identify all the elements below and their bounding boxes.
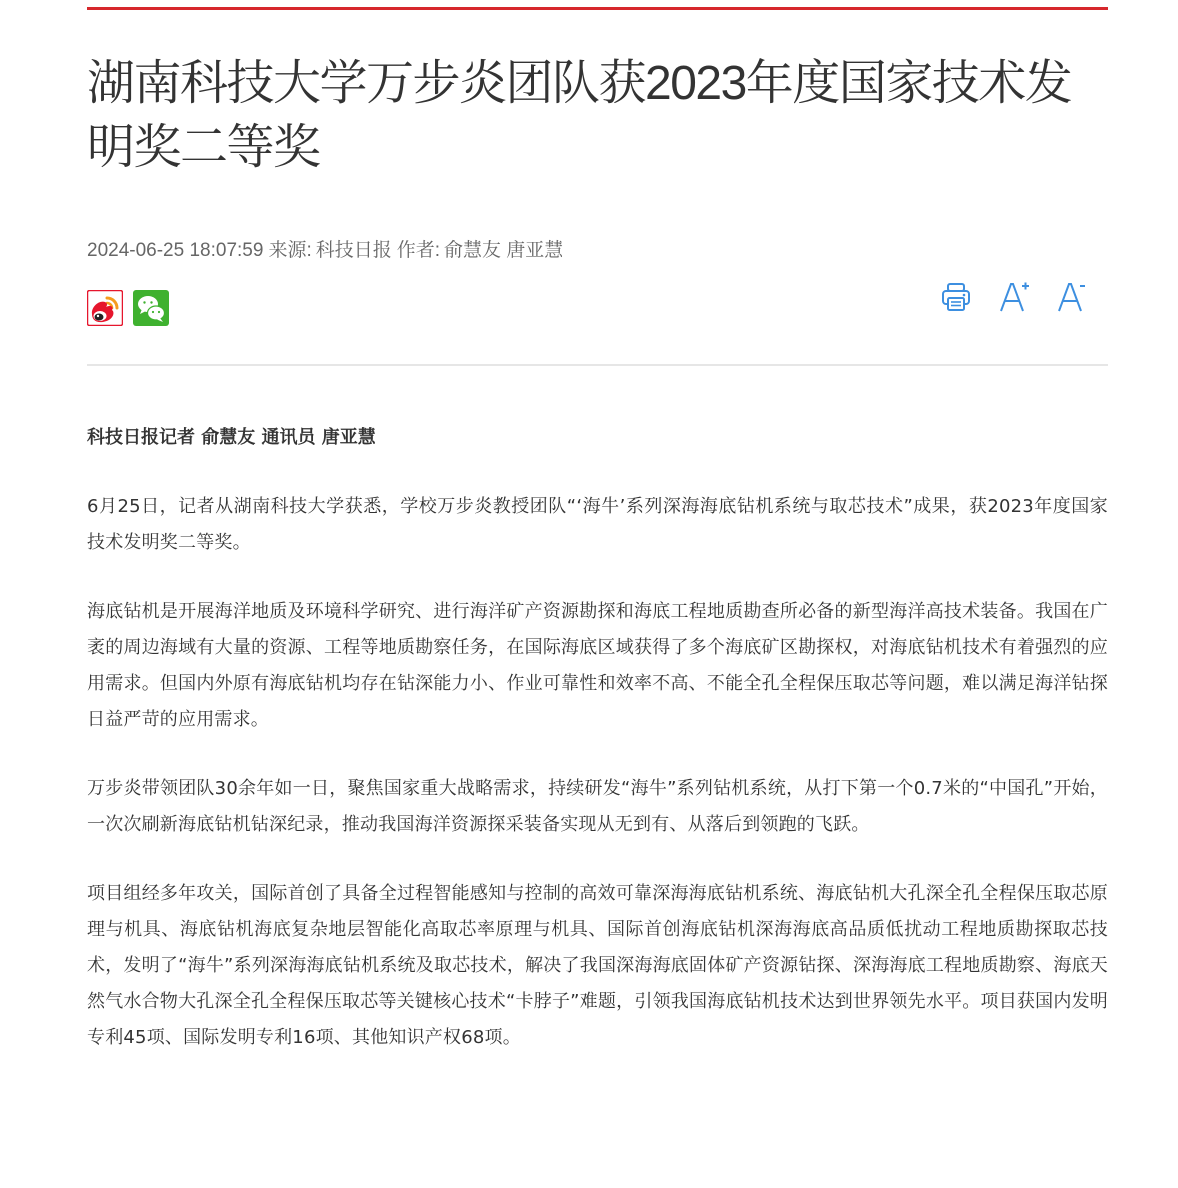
source-name: 科技日报 bbox=[315, 240, 392, 261]
article-title: 湖南科技大学万步炎团队获2023年度国家技术发明奖二等奖 bbox=[87, 57, 1072, 174]
printer-icon bbox=[941, 281, 971, 313]
header-divider bbox=[87, 364, 1108, 366]
article-byline: 科技日报记者 俞慧友 通讯员 唐亚慧 bbox=[87, 427, 376, 448]
source-label: 来源: bbox=[268, 240, 312, 261]
top-accent-bar bbox=[87, 7, 1108, 10]
font-decrease-icon bbox=[1056, 280, 1088, 314]
wechat-icon bbox=[133, 290, 169, 326]
share-wechat-button[interactable] bbox=[133, 290, 169, 326]
article-body bbox=[87, 489, 1108, 1089]
body-paragraph: 项目组经多年攻关，国际首创了具备全过程智能感知与控制的高效可靠深海海底钻机系统、海底钻机大孔深全孔全程保压取芯原理与机具、海底钻机海底复杂地层智能化高取芯率原理与机具、国际首创海底钻机深海海底高品质低扰动工程地质勘探取芯技术，发明了“海牛”系列深海海底钻机系统及取芯技术，解决了我国深海海底固体矿产资源钻探、深海海底工程地质勘察、海底天然气水合物大孔深全孔全程保压取芯等关键核心技术“卡脖子”难题，引领我国海底钻机技术达到世界领先水平。项目获国内发明专利45项、国际发明专利16项、其他知识产权68项。 bbox=[87, 883, 1108, 1048]
print-button[interactable] bbox=[940, 279, 972, 315]
share-weibo-button[interactable] bbox=[87, 290, 123, 326]
author-label: 作者: bbox=[396, 240, 441, 261]
weibo-icon bbox=[87, 290, 123, 326]
body-paragraph: 6月25日，记者从湖南科技大学获悉，学校万步炎教授团队“‘海牛’系列深海海底钻机系统与取芯技术”成果，获2023年度国家技术发明奖二等奖。 bbox=[87, 496, 1108, 553]
font-decrease-button[interactable] bbox=[1056, 279, 1088, 315]
font-increase-icon bbox=[998, 280, 1030, 314]
share-bar bbox=[87, 290, 169, 326]
body-paragraph: 万步炎带领团队30余年如一日，聚焦国家重大战略需求，持续研发“海牛”系列钻机系统，从打下第一个0.7米的“中国孔”开始，一次次刷新海底钻机钻深纪录，推动我国海洋资源探采装备实现从无到有、从落后到领跑的飞跃。 bbox=[87, 778, 1108, 835]
font-increase-button[interactable] bbox=[998, 279, 1030, 315]
author-names: 俞慧友 唐亚慧 bbox=[444, 240, 564, 261]
article-tools bbox=[940, 279, 1088, 315]
article-meta bbox=[87, 238, 568, 264]
body-paragraph: 海底钻机是开展海洋地质及环境科学研究、进行海洋矿产资源勘探和海底工程地质勘查所必备的新型海洋高技术装备。我国在广袤的周边海域有大量的资源、工程等地质勘察任务，在国际海底区域获得了多个海底矿区勘探权，对海底钻机技术有着强烈的应用需求。但国内外原有海底钻机均存在钻深能力小、作业可靠性和效率不高、不能全孔全程保压取芯等问题，难以满足海洋钻探日益严苛的应用需求。 bbox=[87, 601, 1108, 730]
publish-datetime: 2024-06-25 18:07:59 bbox=[87, 240, 264, 261]
